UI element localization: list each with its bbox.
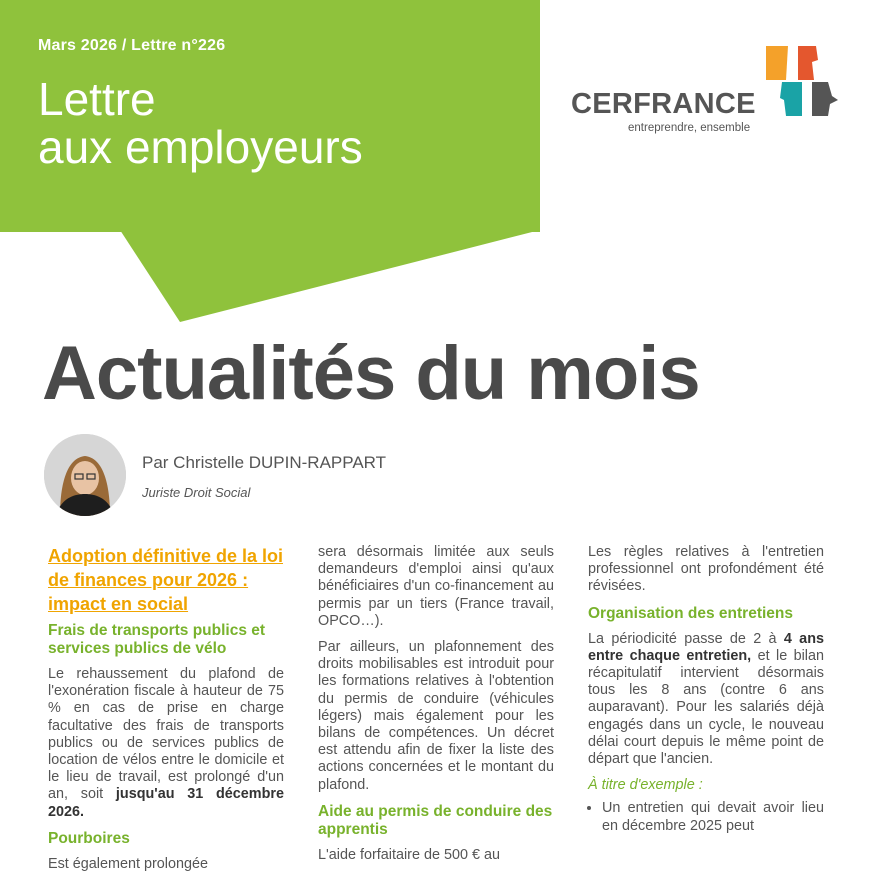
issue-label: Mars 2026 / Lettre n°226: [38, 37, 226, 54]
page-title: Actualités du mois: [42, 331, 700, 416]
section-title: Adoption définitive de la loi de finances pour 2026 : impact en social: [48, 546, 284, 614]
logo-tagline: entreprendre, ensemble: [628, 122, 751, 134]
author-role: Juriste Droit Social: [142, 485, 251, 500]
logo-wordmark: CERFRANCE: [571, 88, 756, 120]
paragraph-pourboires: Est également prolongée: [48, 855, 209, 872]
newsletter-title-line2: aux employeurs: [38, 121, 363, 173]
article-column-3: [588, 544, 824, 835]
paragraph-entretien-intro: Les règles relatives à l'entretien professionnel ont profondément été révisées.: [588, 544, 824, 595]
paragraph-text: La périodicité passe de 2 à: [588, 630, 777, 647]
paragraph-transports: [48, 666, 284, 821]
newsletter-title-line1: Lettre: [38, 73, 156, 125]
author-portrait-icon: [44, 434, 126, 516]
example-list: [588, 800, 824, 834]
article-column-1: [48, 544, 284, 882]
subheading-transports: Frais de transports publics et services publics de vélo: [48, 622, 266, 657]
paragraph-periodicite: [588, 631, 824, 769]
cerfrance-logo-icon: [762, 44, 842, 120]
paragraph-text: Le rehaussement du plafond de l'exonération fiscale à hauteur de 75 % en cas de prise en charge facultative des frais de transports publics ou de services publics de location de vélos entre le domicile et le lieu de travail, est prolongé d'un an, soit: [48, 666, 284, 803]
article-column-2: [318, 544, 554, 873]
example-label: À titre d'exemple :: [588, 777, 703, 794]
paragraph-text: et le bilan récapitulatif intervient désormais tous les 8 ans (contre 6 ans auparavant). Pour les salariés déjà engagés dans un cycle, le nouveau délai court depuis le même point de départ que l'ancien.: [588, 647, 825, 768]
author-avatar: [44, 434, 126, 516]
list-item: • Un entretien qui devait avoir lieu en décembre 2025 peut: [602, 800, 824, 834]
paragraph-emphasis: jusqu'au 31 décembre 2026.: [48, 786, 284, 820]
subheading-permis: Aide au permis de conduire des apprentis: [318, 802, 553, 838]
paragraph-emphasis: 4 ans entre chaque entretien,: [588, 630, 824, 664]
paragraph-cpf-limit: sera désormais limitée aux seuls demandeurs d'emploi ainsi qu'aux bénéficiaires d'un co-financement au permis par un tiers (France travail, OPCO…).: [318, 544, 554, 629]
paragraph-permis: L'aide forfaitaire de 500 € au: [318, 846, 500, 863]
subheading-organisation: Organisation des entretiens: [588, 604, 793, 622]
paragraph-plafonnement: Par ailleurs, un plafonnement des droits mobilisables est introduit pour les formations relatives à l'obtention du permis de conduire (véhicules légers) mais également pour les bilans de compétences. Un décret est attendu afin de fixer la liste des actions concernées et le montant du plafond.: [318, 639, 554, 793]
author-name: Par Christelle DUPIN-RAPPART: [142, 453, 387, 472]
subheading-pourboires: Pourboires: [48, 829, 130, 847]
